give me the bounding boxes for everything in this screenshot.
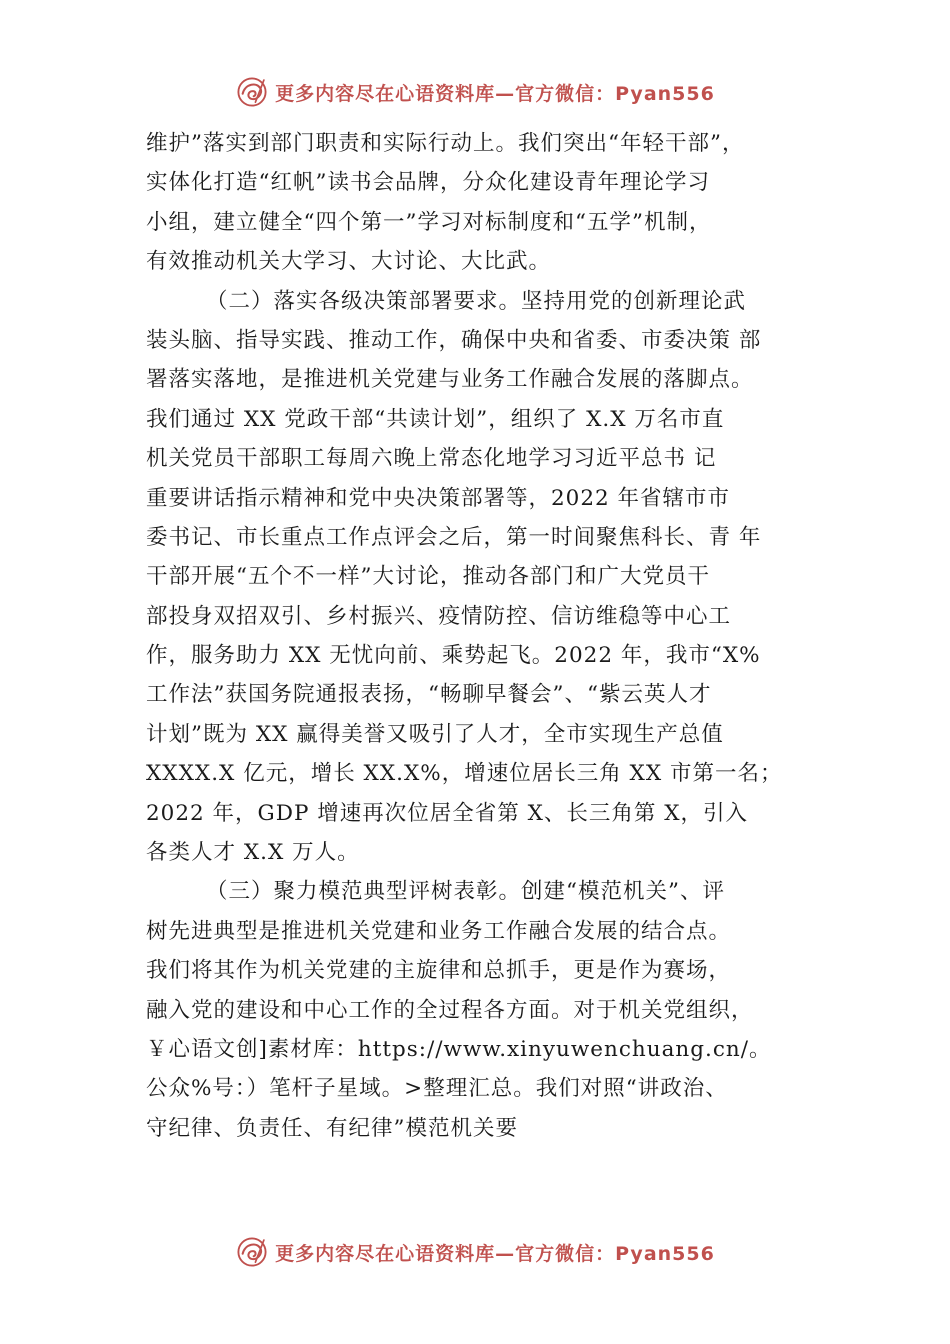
body-line: 我们通过 XX 党政干部“共读计划”，组织了 X.X 万名市直 [146,406,725,432]
body-line: 树先进典型是推进机关党建和业务工作融合发展的结合点。 [146,918,732,944]
watermark-line: ￥心语文创]素材库：https://www.xinyuwenchuang.cn/。 [146,1036,772,1062]
body-line: 装头脑、指导实践、推动工作，确保中央和省委、市委决策 部 [146,327,762,353]
body-line: 部投身双招双引、乡村振兴、疫情防控、信访维稳等中心工 [146,603,732,629]
body-line: XXXX.X 亿元，增长 XX.X%，增速位居长三角 XX 市第一名； [146,761,783,787]
body-line: 作，服务助力 XX 无忧向前、乘势起飞。2022 年，我市“X% [146,643,761,669]
body-line: 重要讲话指示精神和党中央决策部署等，2022 年省辖市市 [146,485,731,511]
body-line: 融入党的建设和中心工作的全过程各方面。对于机关党组织， [146,997,754,1023]
body-line: 守纪律、负责任、有纪律”模范机关要 [146,1115,518,1141]
body-line: 我们将其作为机关党建的主旋律和总抓手，更是作为赛场， [146,958,732,984]
body-line: 公众%号：）笔杆子星域。>整理汇总。我们对照“讲政治、 [146,1076,728,1102]
section-heading-3: （三）聚力模范典型评树表彰。创建“模范机关”、评 [206,879,725,905]
body-line: 小组，建立健全“四个第一”学习对标制度和“五学”机制， [146,209,712,235]
body-line: 工作法”获国务院通报表扬，“畅聊早餐会”、“紫云英人才 [146,682,712,708]
body-line: 干部开展“五个不一样”大讨论，推动各部门和广大党员干 [146,564,710,590]
swirl-logo-icon [235,75,269,109]
body-line: 计划”既为 XX 赢得美誉又吸引了人才，全市实现生产总值 [146,721,724,747]
body-line: 机关党员干部职工每周六晚上常态化地学习习近平总书 记 [146,446,717,472]
document-body [146,124,826,1148]
body-line: 各类人才 X.X 万人。 [146,840,360,866]
body-line: 2022 年，GDP 增速再次位居全省第 X、长三角第 X，引入 [146,800,749,826]
header-banner-text: 更多内容尽在心语资料库—官方微信：Pyan556 [275,82,715,105]
body-line: 实体化打造“红帆”读书会品牌，分众化建设青年理论学习 [146,170,710,196]
swirl-logo-icon [235,1235,269,1269]
body-line: 有效推动机关大学习、大讨论、大比武。 [146,249,552,275]
header-banner [0,72,950,112]
section-heading-2: （二）落实各级决策部署要求。坚持用党的创新理论武 [206,288,747,314]
body-line: 维护”落实到部门职责和实际行动上。我们突出“年轻干部”， [146,131,745,156]
footer-banner-text: 更多内容尽在心语资料库—官方微信：Pyan556 [275,1242,715,1265]
body-line: 委书记、市长重点工作点评会之后，第一时间聚焦科长、青 年 [146,524,762,550]
body-line: 署落实落地，是推进机关党建与业务工作融合发展的落脚点。 [146,367,754,393]
footer-banner [0,1232,950,1272]
